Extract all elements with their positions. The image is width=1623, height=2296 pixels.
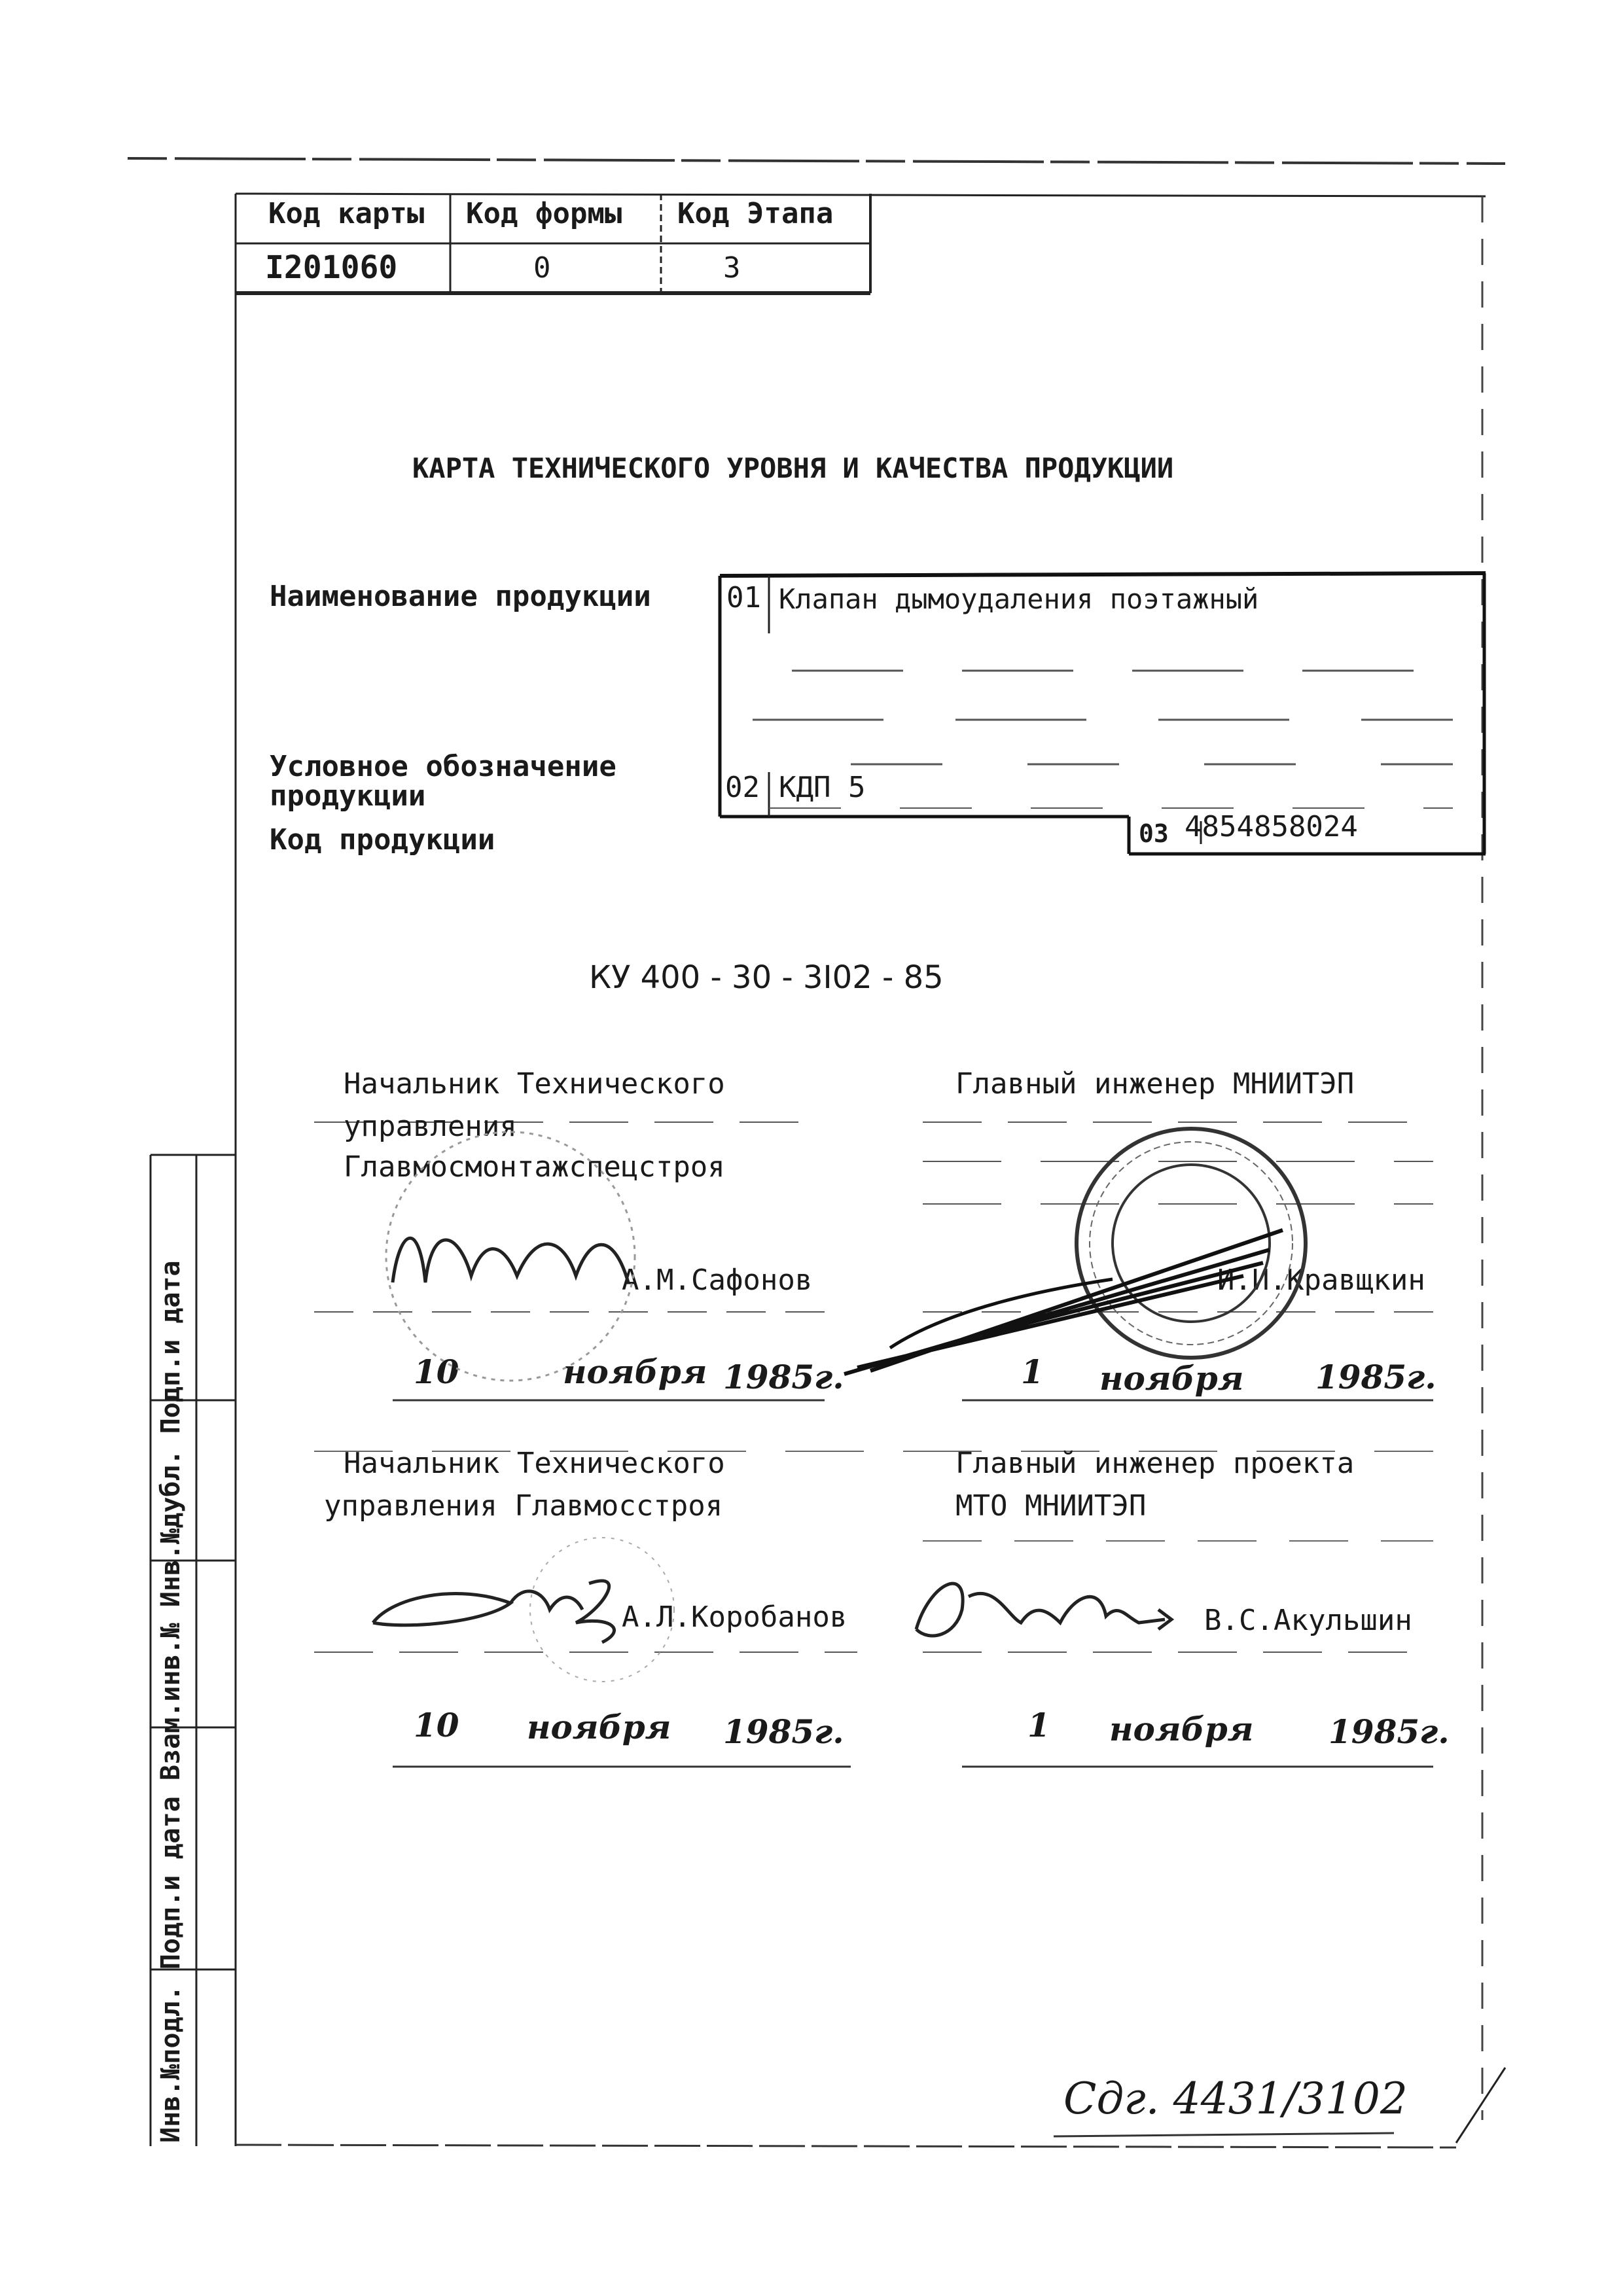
left-top-position-line1: Начальник Технического (344, 1067, 725, 1101)
left-bottom-position-line2: управления Главмосстроя (324, 1489, 723, 1523)
left-top-date-month: ноября (563, 1352, 707, 1391)
right-bottom-signer-name: В.С.Акульшин (1204, 1604, 1412, 1637)
right-bottom-date-day: 1 (1027, 1706, 1050, 1744)
left-top-seal-stamp (386, 1132, 635, 1381)
akulshin-signature (916, 1583, 1171, 1636)
kravshkin-signature (844, 1230, 1283, 1374)
designation-code: 02 (725, 771, 760, 804)
left-bottom-signer-name: А.Л.Коробанов (622, 1600, 847, 1634)
left-bottom-position-line1: Начальник Технического (344, 1447, 725, 1480)
registration-note: Сдг. 4431/3102 (1063, 2074, 1408, 2124)
stage-code-value: 3 (723, 251, 741, 285)
korobanov-signature (373, 1581, 615, 1642)
right-top-date-day: 1 (1021, 1352, 1044, 1391)
right-bottom-position-line1: Главный инженер проекта (955, 1447, 1355, 1480)
card-code-value: I201060 (265, 249, 398, 286)
right-top-date-month: ноября (1099, 1359, 1244, 1398)
header-form-code-label: Код формы (466, 197, 622, 230)
product-name-value: Клапан дымоудаления поэтажный (779, 583, 1259, 615)
right-top-date-year: 1985г. (1315, 1358, 1436, 1396)
left-bottom-date-month: ноября (527, 1708, 671, 1746)
designation-value: КДП 5 (779, 771, 866, 804)
product-code-value: 4854858024 (1185, 810, 1358, 843)
right-bottom-date-year: 1985г. (1329, 1712, 1450, 1751)
left-top-signer-name: А.М.Сафонов (622, 1263, 813, 1297)
product-code-code: 03 (1139, 819, 1169, 848)
product-name-label: Наименование продукции (270, 580, 651, 613)
right-top-signer-name: И.И.Кравщкин (1217, 1263, 1425, 1297)
left-top-date-day: 10 (414, 1352, 459, 1391)
left-top-date-year: 1985г. (723, 1358, 844, 1396)
left-top-position-line3: Главмосмонтажспецстроя (344, 1150, 725, 1184)
right-top-position-line1: Главный инженер МНИИТЭП (955, 1067, 1355, 1101)
right-bottom-position-line2: МТО МНИИТЭП (955, 1489, 1147, 1523)
product-name-code: 01 (726, 581, 761, 614)
left-top-position-line2: управления (344, 1110, 517, 1143)
left-bottom-date-day: 10 (414, 1706, 459, 1744)
header-card-code-label: Код карты (268, 197, 425, 230)
designation-label-cont: продукции (270, 779, 426, 813)
document-number: КУ 400 - 30 - 3I02 - 85 (589, 959, 944, 996)
registration-handwriting-underline (1054, 2133, 1394, 2136)
mniitep-round-seal (1077, 1129, 1306, 1358)
product-code-label: Код продукции (270, 823, 495, 857)
form-code-value: 0 (533, 251, 551, 285)
right-bottom-date-month: ноября (1109, 1710, 1254, 1748)
header-stage-code-label: Код Этапа (677, 197, 834, 230)
safonov-signature (393, 1238, 628, 1282)
side-stamp-text: Инв.№подл. Подп.и дата Взам.инв.№ Инв.№дубл. Подп.и дата (156, 1260, 186, 2143)
left-bottom-date-year: 1985г. (723, 1712, 844, 1751)
designation-label: Условное обозначение (270, 750, 616, 783)
document-title: КАРТА ТЕХНИЧЕСКОГО УРОВНЯ И КАЧЕСТВА ПРОДУКЦИИ (412, 452, 1174, 484)
